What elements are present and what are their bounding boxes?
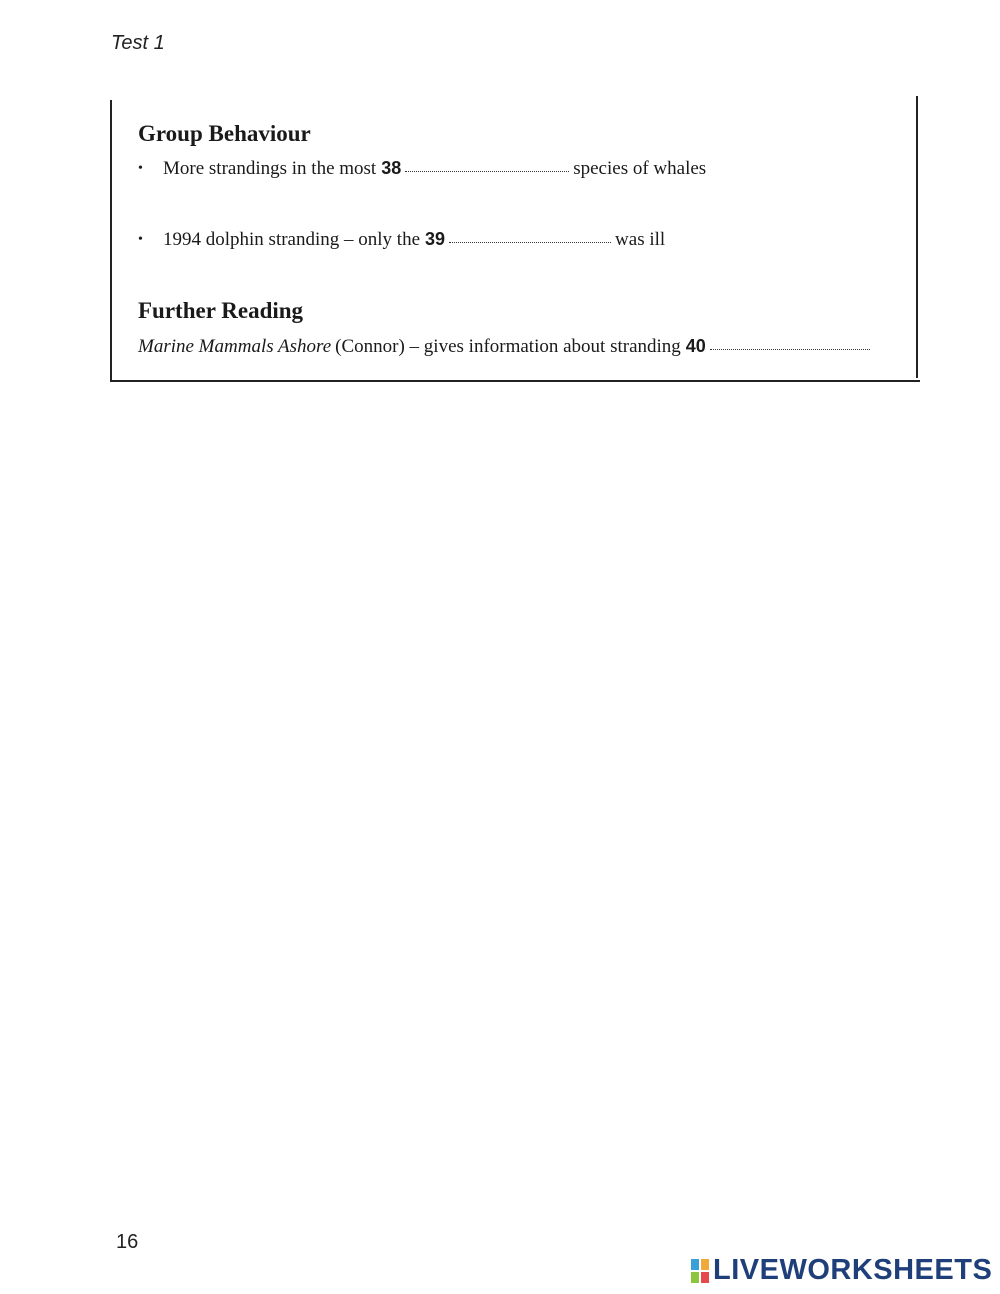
answer-38-blank[interactable] xyxy=(405,170,569,172)
brand-name: LIVEWORKSHEETS xyxy=(713,1254,993,1286)
bullet: • xyxy=(138,232,143,247)
question-40-row xyxy=(138,336,874,358)
answer-40-blank[interactable] xyxy=(710,348,870,350)
bullet: • xyxy=(138,161,143,176)
question-panel xyxy=(110,96,918,380)
question-39-number: 39 xyxy=(425,229,446,249)
heading-further-reading: Further Reading xyxy=(138,298,304,323)
heading-group-behaviour: Group Behaviour xyxy=(138,121,311,146)
panel-right-border xyxy=(916,96,918,378)
liveworksheets-icon xyxy=(690,1258,710,1284)
question-38-number: 38 xyxy=(381,158,402,178)
question-38-row xyxy=(138,158,706,180)
question-39-suffix: was ill xyxy=(615,229,666,250)
panel-bottom-border xyxy=(110,380,920,382)
question-39-row xyxy=(138,229,665,251)
question-40-text: (Connor) – gives information about stranding xyxy=(335,336,681,357)
question-38-suffix: species of whales xyxy=(573,158,707,179)
liveworksheets-logo xyxy=(690,1254,992,1287)
question-40-number: 40 xyxy=(685,336,706,356)
test-label: Test 1 xyxy=(111,32,165,54)
answer-39-blank[interactable] xyxy=(449,241,611,243)
question-39-prefix: 1994 dolphin stranding – only the xyxy=(163,229,421,250)
question-38-prefix: More strandings in the most xyxy=(163,158,377,179)
panel-left-border xyxy=(110,100,112,382)
book-title: Marine Mammals Ashore xyxy=(138,336,332,357)
page-number: 16 xyxy=(116,1231,139,1253)
